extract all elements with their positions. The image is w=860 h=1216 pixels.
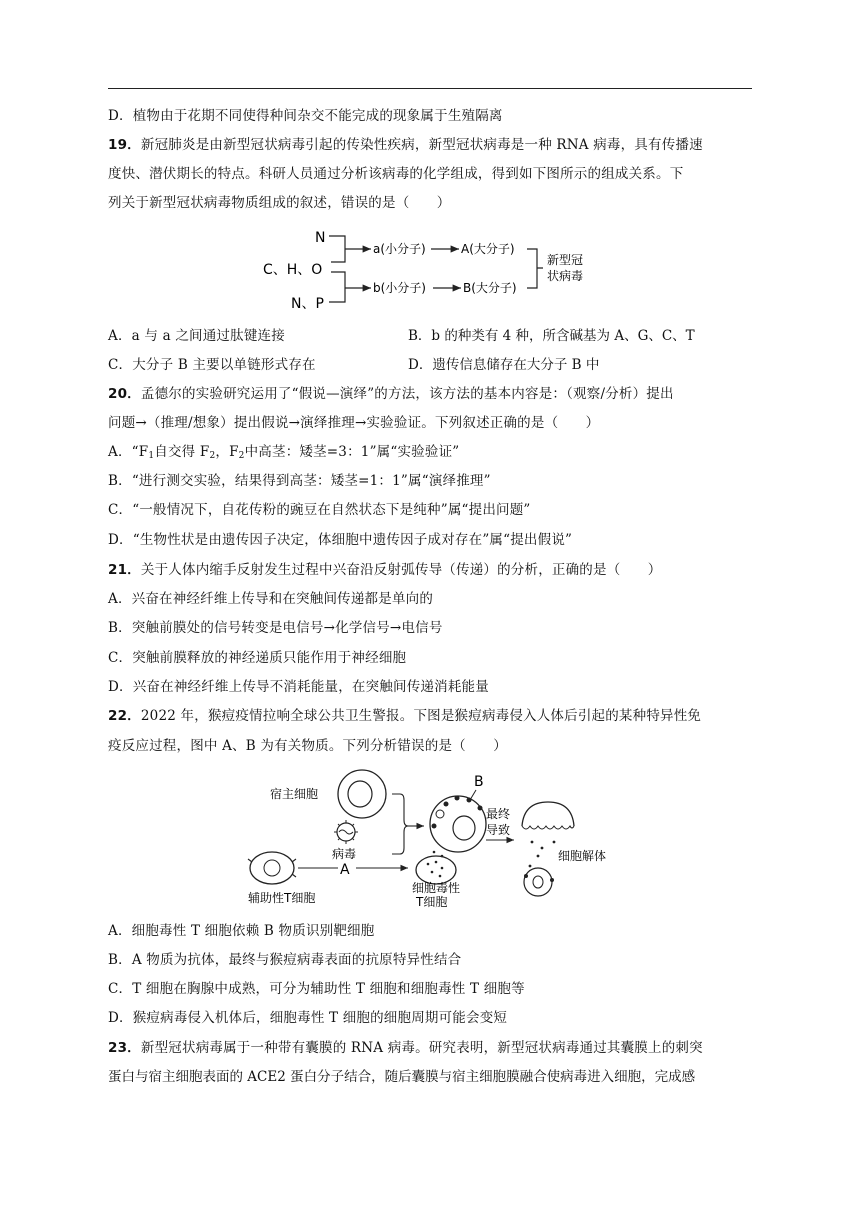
virus-icon: [334, 820, 358, 844]
q23-stem-line-2: 蛋白与宿主细胞表面的 ACE2 蛋白分子结合，随后囊膜与宿主细胞膜融合使病毒进入细胞，完成感: [108, 1069, 696, 1085]
q19-fig-a-small: a(小分子): [373, 242, 426, 256]
q19-fig-b-small: b(小分子): [373, 281, 426, 295]
q20-stem-text-1: 孟德尔的实验研究运用了“假说—演绎”的方法，该方法的基本内容是：（观察/分析）提出: [140, 386, 674, 402]
q20-option-a-part-2: 自交得 F: [154, 444, 210, 460]
q19-fig-B-big: B(大分子): [463, 281, 517, 295]
q22-number: 22．: [108, 708, 141, 724]
q20-option-b: B．“进行测交实验，结果得到高茎：矮茎=1：1”属“演绎推理”: [108, 473, 491, 489]
header-rule: [108, 88, 752, 89]
q20-number: 20．: [108, 386, 141, 402]
q22-fig-helper-label: 辅助性T细胞: [248, 891, 316, 905]
q22-fig-virus-label: 病毒: [332, 847, 357, 861]
helper-t-cell-icon: [248, 852, 296, 884]
q22-option-b: B．A 物质为抗体，最终与猴痘病毒表面的抗原特异性结合: [108, 952, 462, 968]
q23-stem-line-1: [108, 1038, 703, 1058]
q23-stem-text-1: 新型冠状病毒属于一种带有囊膜的 RNA 病毒。研究表明，新型冠状病毒通过其囊膜上的刺突: [140, 1040, 703, 1056]
q21-number: 21．: [108, 562, 141, 578]
q20-option-a-sub-1: 1: [148, 451, 155, 461]
q21-option-c: C．突触前膜释放的神经递质只能作用于神经细胞: [108, 650, 407, 666]
host-cell-icon: [338, 770, 386, 818]
q20-option-a: [108, 442, 459, 466]
q19-stem-text-1: 新冠肺炎是由新型冠状病毒引起的传染性疾病，新型冠状病毒是一种 RNA 病毒，具有传播速: [140, 137, 703, 153]
q19-stem-line-2: 度快、潜伏期长的特点。科研人员通过分析该病毒的化学组成，得到如下图所示的组成关系。下: [108, 166, 684, 182]
q22-fig-final-2: 导致: [486, 823, 511, 837]
q19-fig-cho: C、H、O: [263, 262, 323, 278]
q21-option-a: A．兴奋在神经纤维上传导和在突触间传递都是单向的: [108, 591, 434, 607]
q23-number: 23．: [108, 1040, 141, 1056]
q22-fig-ctl-2: T细胞: [416, 895, 448, 909]
q22-option-d: D．猴痘病毒侵入机体后，细胞毒性 T 细胞的细胞周期可能会变短: [108, 1010, 508, 1026]
q19-fig-A-big: A(大分子): [461, 242, 515, 256]
q20-stem-line-1: [108, 384, 674, 404]
q19-option-c: C．大分子 B 主要以单链形式存在: [108, 357, 316, 373]
q22-stem-line-2: 疫反应过程，图中 A、B 为有关物质。下列分析错误的是（ ）: [108, 738, 507, 754]
q21-option-b: B．突触前膜处的信号转变是电信号→化学信号→电信号: [108, 620, 443, 636]
q20-option-a-part-4: 中高茎：矮茎=3：1”属“实验验证”: [244, 444, 460, 460]
q22-fig-A-label: A: [340, 862, 350, 878]
q22-fig-B-label: B: [474, 774, 484, 790]
q20-option-a-sub-2: 2: [209, 451, 216, 461]
q22-fig-final-1: 最终: [486, 807, 511, 821]
q18-option-d: D．植物由于花期不同使得种间杂交不能完成的现象属于生殖隔离: [108, 108, 503, 124]
q21-option-d: D．兴奋在神经纤维上传导不消耗能量，在突触间传递消耗能量: [108, 679, 489, 695]
q19-fig-virus-1: 新型冠: [547, 253, 584, 267]
q22-fig-lysis-label: 细胞解体: [558, 849, 607, 863]
infected-cell-icon: [430, 796, 486, 853]
q19-stem-line-1: [108, 135, 703, 155]
q20-stem-line-2: 问题→（推理/想象）提出假说→演绎推理→实验验证。下列叙述正确的是（ ）: [108, 415, 600, 431]
q22-option-a: A．细胞毒性 T 细胞依赖 B 物质识别靶细胞: [108, 923, 375, 939]
q22-fig-host-label: 宿主细胞: [270, 787, 319, 801]
q19-option-b: B．b 的种类有 4 种，所含碱基为 A、G、C、T: [408, 328, 695, 344]
q20-option-a-sub-3: 2: [238, 451, 245, 461]
q19-option-a: A．a 与 a 之间通过肽键连接: [108, 328, 285, 344]
cytotoxic-t-cell-icon: [416, 851, 456, 884]
q19-fig-virus-2: 状病毒: [547, 269, 584, 283]
q21-stem-text-1: 关于人体内缩手反射发生过程中兴奋沿反射弧传导（传递）的分析，正确的是（ ）: [140, 562, 662, 578]
q19-fig-n: N: [315, 230, 326, 246]
q22-stem-text-1: 2022 年，猴痘疫情拉响全球公共卫生警报。下图是猴痘病毒侵入人体后引起的某种特异性免: [140, 708, 702, 724]
q19-option-d: D．遗传信息储存在大分子 B 中: [408, 357, 600, 373]
q22-immune-diagram: [242, 764, 622, 910]
q20-option-a-part-3: ，F: [215, 444, 239, 460]
q20-option-d: D．“生物性状是由遗传因子决定，体细胞中遗传因子成对存在”属“提出假说”: [108, 532, 573, 548]
q22-fig-ctl-1: 细胞毒性: [412, 881, 461, 895]
small-cell-icon: [524, 868, 554, 896]
q19-fig-np: N、P: [291, 296, 324, 312]
q20-option-c: C．“一般情况下，自花传粉的豌豆在自然状态下是纯种”属“提出问题”: [108, 502, 531, 518]
q19-stem-line-3: 列关于新型冠状病毒物质组成的叙述，错误的是（ ）: [108, 195, 451, 211]
q21-stem-line-1: [108, 560, 662, 580]
q19-composition-diagram: [255, 222, 600, 314]
q20-option-a-part-1: A．“F: [108, 444, 149, 460]
q22-option-c: C．T 细胞在胸腺中成熟，可分为辅助性 T 细胞和细胞毒性 T 细胞等: [108, 981, 525, 997]
q22-stem-line-1: [108, 706, 701, 726]
q19-number: 19．: [108, 137, 141, 153]
